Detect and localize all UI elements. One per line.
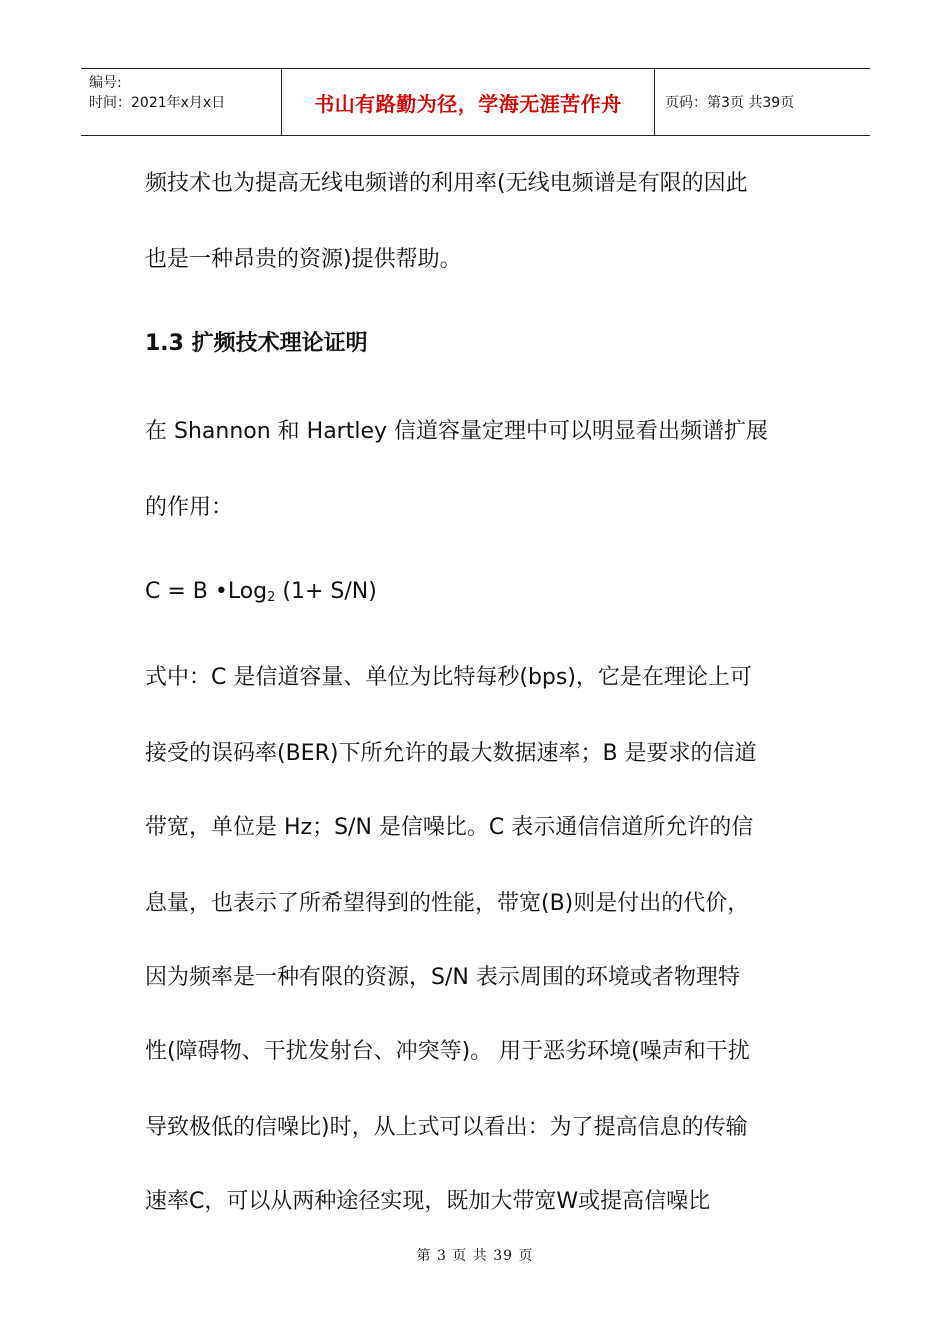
formula-suffix: (1+ S/N) (275, 579, 377, 604)
header-info-cell (81, 69, 282, 135)
date-label: 时间：2021年x月x日 (89, 95, 226, 111)
body-line: 因为频率是一种有限的资源，S/N 表示周围的环境或者物理特 (145, 965, 740, 990)
body-line: 的作用： (145, 495, 234, 520)
body-line: 在 Shannon 和 Hartley 信道容量定理中可以明显看出频谱扩展 (145, 419, 769, 444)
header-motto-cell (282, 69, 655, 135)
motto-text: 书山有路勤为径，学海无涯苦作舟 (314, 91, 622, 116)
page-info: 页码：第3页 共39页 (665, 95, 795, 111)
header-table (81, 68, 870, 136)
body-line: 接受的误码率(BER)下所允许的最大数据速率；B 是要求的信道 (145, 741, 757, 766)
body-line: 频技术也为提高无线电频谱的利用率(无线电频谱是有限的因此 (145, 171, 748, 196)
body-line: 式中：C 是信道容量、单位为比特每秒(bps)，它是在理论上可 (145, 665, 752, 690)
formula-subscript: 2 (267, 590, 276, 605)
body-line: 也是一种昂贵的资源)提供帮助。 (145, 247, 462, 272)
body-line: 导致极低的信噪比)时，从上式可以看出：为了提高信息的传输 (145, 1115, 748, 1140)
body-line: 速率C，可以从两种途径实现，既加大带宽W或提高信噪比 (145, 1189, 711, 1214)
formula (145, 578, 377, 606)
body-line: 带宽，单位是 Hz；S/N 是信噪比。C 表示通信信道所允许的信 (145, 815, 754, 840)
body-line: 性(障碍物、干扰发射台、冲突等)。 用于恶劣环境(噪声和干扰 (145, 1039, 750, 1064)
number-label: 编号: (89, 75, 122, 91)
body-line: 息量，也表示了所希望得到的性能，带宽(B)则是付出的代价， (145, 891, 750, 916)
page-footer: 第 3 页 共 39 页 (416, 1248, 534, 1264)
header-page-cell (655, 69, 870, 135)
formula-prefix: C = B •Log (145, 579, 268, 604)
section-heading: 1.3 扩频技术理论证明 (145, 331, 368, 356)
